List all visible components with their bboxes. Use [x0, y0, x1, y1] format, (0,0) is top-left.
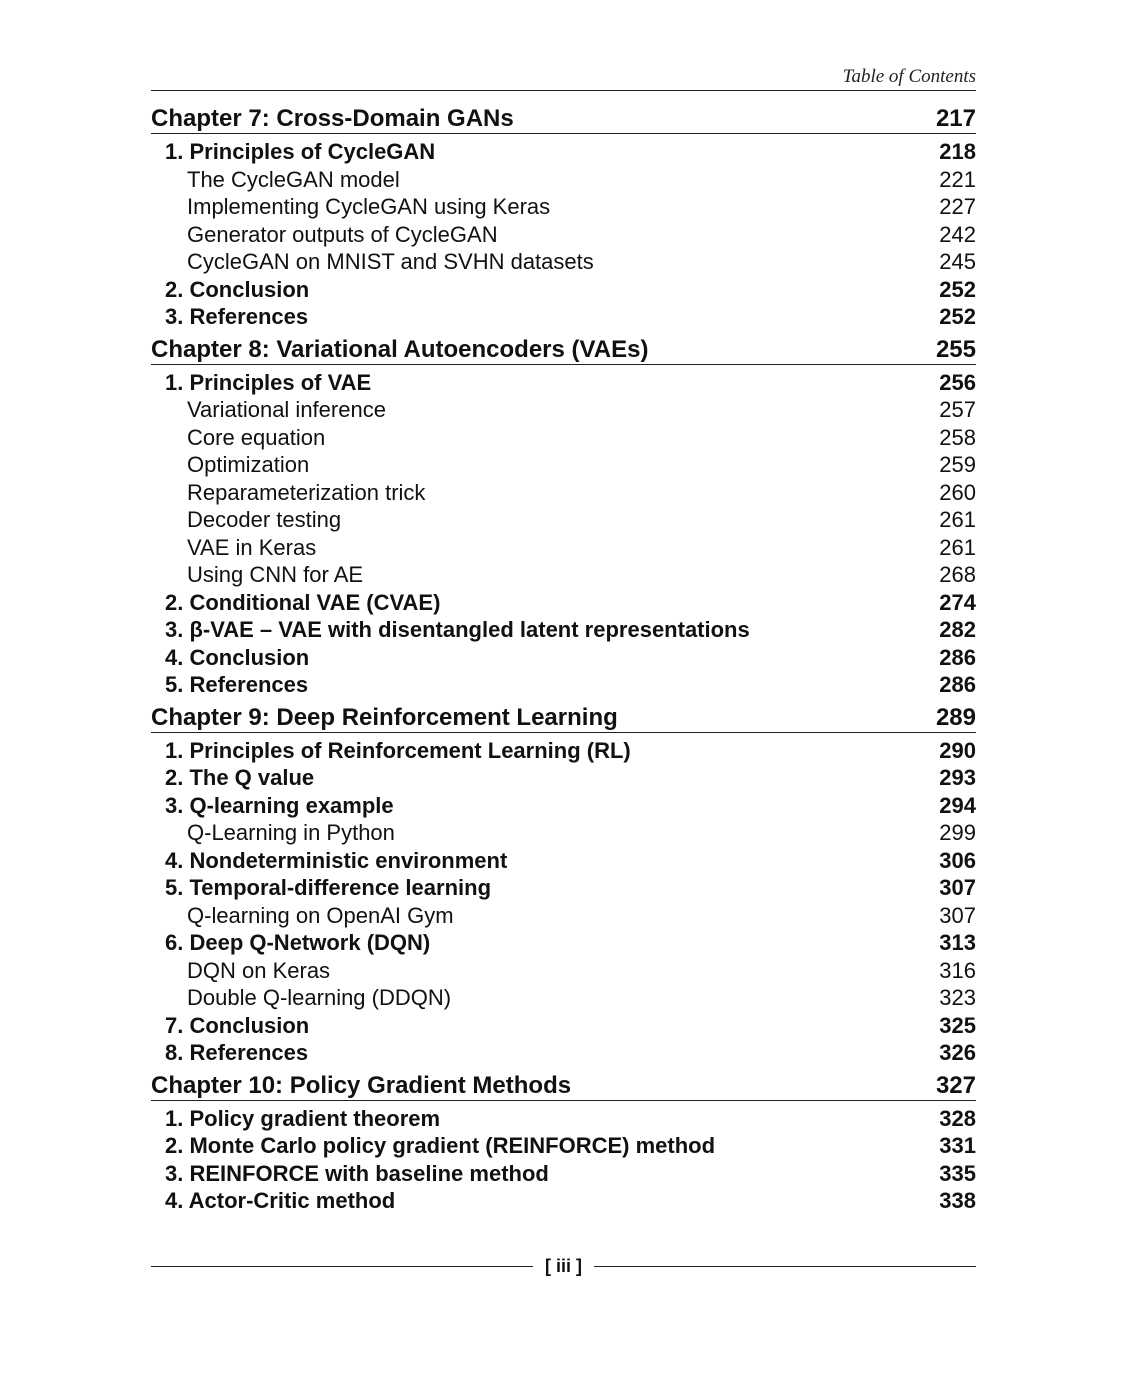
toc-subsection-entry[interactable] — [151, 424, 976, 452]
entry-title: Q-Learning in Python — [187, 820, 395, 845]
entry-page-number: 282 — [939, 617, 976, 642]
entry-page-number: 252 — [939, 276, 976, 302]
toc-subsection-entry[interactable] — [151, 902, 976, 930]
entry-title: Reparameterization trick — [187, 479, 426, 505]
entry-title: Optimization — [187, 452, 310, 477]
entry-page-number: 268 — [939, 562, 976, 587]
chapter-heading[interactable] — [151, 703, 976, 733]
toc-section-entry[interactable] — [151, 737, 976, 765]
table-of-contents — [151, 104, 976, 1219]
chapter-title: Chapter 10: Policy Gradient Methods — [151, 1071, 572, 1099]
entry-page-number: 335 — [939, 1160, 976, 1186]
entry-page-number: 307 — [939, 875, 976, 900]
toc-subsection-entry[interactable] — [151, 451, 976, 479]
toc-section-entry[interactable] — [151, 929, 976, 957]
entry-page-number: 218 — [939, 139, 976, 164]
entry-page-number: 325 — [939, 1012, 976, 1038]
entry-title: 1. Principles of VAE — [165, 369, 372, 395]
chapter-page-number: 289 — [935, 703, 976, 731]
toc-section-entry[interactable] — [151, 138, 976, 166]
entry-page-number: 252 — [939, 304, 976, 329]
toc-subsection-entry[interactable] — [151, 221, 976, 249]
toc-section-entry[interactable] — [151, 1105, 976, 1133]
entry-title: CycleGAN on MNIST and SVHN datasets — [187, 249, 594, 274]
toc-subsection-entry[interactable] — [151, 561, 976, 589]
toc-chapter — [151, 104, 976, 331]
entry-page-number: 306 — [939, 847, 976, 873]
toc-section-entry[interactable] — [151, 874, 976, 902]
toc-subsection-entry[interactable] — [151, 819, 976, 847]
toc-section-entry[interactable] — [151, 792, 976, 820]
entry-title: 4. Nondeterministic environment — [165, 847, 508, 873]
entry-page-number: 313 — [939, 930, 976, 955]
toc-section-entry[interactable] — [151, 303, 976, 331]
toc-subsection-entry[interactable] — [151, 479, 976, 507]
entry-page-number: 290 — [939, 737, 976, 763]
entry-title: 8. References — [165, 1040, 309, 1065]
toc-section-entry[interactable] — [151, 1187, 976, 1215]
entry-title: 2. Conditional VAE (CVAE) — [165, 589, 441, 615]
entry-page-number: 256 — [939, 369, 976, 395]
entry-title: Using CNN for AE — [187, 562, 364, 587]
toc-section-entry[interactable] — [151, 1012, 976, 1040]
footer-rule-left — [151, 1266, 533, 1267]
toc-section-entry[interactable] — [151, 616, 976, 644]
entry-page-number: 221 — [939, 166, 976, 192]
chapter-page-number: 217 — [935, 105, 976, 132]
chapter-heading[interactable] — [151, 335, 976, 365]
entry-title: Decoder testing — [187, 507, 342, 532]
chapter-page-number: 327 — [935, 1071, 976, 1099]
toc-subsection-entry[interactable] — [151, 248, 976, 276]
entry-title: 5. Temporal-difference learning — [165, 875, 492, 900]
entry-title: Q-learning on OpenAI Gym — [187, 902, 454, 928]
entry-title: 3. Q-learning example — [165, 792, 394, 818]
entry-title: 1. Principles of CycleGAN — [165, 139, 436, 164]
toc-section-entry[interactable] — [151, 644, 976, 672]
entry-page-number: 259 — [939, 452, 976, 477]
header-rule — [151, 90, 976, 91]
entry-page-number: 286 — [939, 672, 976, 697]
entry-page-number: 242 — [939, 221, 976, 247]
entry-title: Double Q-learning (DDQN) — [187, 985, 452, 1010]
toc-section-entry[interactable] — [151, 589, 976, 617]
entry-title: 3. References — [165, 304, 309, 329]
chapter-heading[interactable] — [151, 1071, 976, 1101]
entry-page-number: 260 — [939, 479, 976, 505]
toc-section-entry[interactable] — [151, 276, 976, 304]
chapter-title: Chapter 9: Deep Reinforcement Learning — [151, 703, 618, 731]
entry-title: 4. Actor-Critic method — [165, 1188, 396, 1213]
toc-section-entry[interactable] — [151, 1039, 976, 1067]
entry-page-number: 328 — [939, 1105, 976, 1131]
entry-page-number: 286 — [939, 644, 976, 670]
entry-title: 2. The Q value — [165, 765, 315, 790]
toc-section-entry[interactable] — [151, 1160, 976, 1188]
entry-title: 3. REINFORCE with baseline method — [165, 1160, 549, 1186]
entry-title: 6. Deep Q-Network (DQN) — [165, 930, 431, 955]
toc-chapter — [151, 703, 976, 1067]
page-footer — [151, 1256, 976, 1277]
entry-page-number: 245 — [939, 249, 976, 274]
entry-title: 4. Conclusion — [165, 644, 310, 670]
toc-section-entry[interactable] — [151, 671, 976, 699]
entry-title: 2. Monte Carlo policy gradient (REINFORCE) method — [165, 1133, 716, 1158]
toc-subsection-entry[interactable] — [151, 193, 976, 221]
entry-page-number: 274 — [939, 589, 976, 615]
chapter-title: Chapter 8: Variational Autoencoders (VAEs) — [151, 335, 649, 363]
toc-subsection-entry[interactable] — [151, 957, 976, 985]
entry-title: Variational inference — [187, 397, 386, 422]
running-head: Table of Contents — [842, 66, 976, 87]
entry-page-number: 261 — [939, 507, 976, 532]
entry-title: VAE in Keras — [187, 534, 317, 560]
entry-page-number: 227 — [939, 194, 976, 219]
entry-title: 5. References — [165, 672, 309, 697]
entry-title: Generator outputs of CycleGAN — [187, 221, 498, 247]
toc-subsection-entry[interactable] — [151, 534, 976, 562]
entry-title: 1. Policy gradient theorem — [165, 1105, 441, 1131]
toc-chapter — [151, 1071, 976, 1215]
toc-section-entry[interactable] — [151, 369, 976, 397]
entry-page-number: 338 — [939, 1188, 976, 1213]
entry-title: Core equation — [187, 424, 326, 450]
footer-rule-right — [594, 1266, 976, 1267]
entry-page-number: 299 — [939, 820, 976, 845]
toc-section-entry[interactable] — [151, 764, 976, 792]
entry-title: 1. Principles of Reinforcement Learning (RL) — [165, 737, 631, 763]
entry-page-number: 331 — [939, 1133, 976, 1158]
entry-title: 7. Conclusion — [165, 1012, 310, 1038]
toc-subsection-entry[interactable] — [151, 166, 976, 194]
entry-page-number: 326 — [939, 1040, 976, 1065]
entry-title: DQN on Keras — [187, 957, 331, 983]
toc-section-entry[interactable] — [151, 847, 976, 875]
entry-title: The CycleGAN model — [187, 166, 400, 192]
chapter-page-number: 255 — [935, 335, 976, 363]
toc-subsection-entry[interactable] — [151, 396, 976, 424]
toc-section-entry[interactable] — [151, 1132, 976, 1160]
entry-title: 3. β-VAE – VAE with disentangled latent representations — [165, 617, 750, 642]
entry-page-number: 323 — [939, 985, 976, 1010]
entry-page-number: 261 — [939, 534, 976, 560]
entry-page-number: 258 — [939, 424, 976, 450]
toc-subsection-entry[interactable] — [151, 506, 976, 534]
toc-subsection-entry[interactable] — [151, 984, 976, 1012]
chapter-title: Chapter 7: Cross-Domain GANs — [151, 105, 514, 132]
entry-page-number: 293 — [939, 765, 976, 790]
toc-chapter — [151, 335, 976, 699]
page-number: [ iii ] — [545, 1256, 582, 1276]
entry-page-number: 294 — [939, 792, 976, 818]
entry-title: Implementing CycleGAN using Keras — [187, 194, 551, 219]
entry-page-number: 316 — [939, 957, 976, 983]
entry-page-number: 257 — [939, 397, 976, 422]
entry-title: 2. Conclusion — [165, 276, 310, 302]
entry-page-number: 307 — [939, 902, 976, 928]
chapter-heading[interactable] — [151, 104, 976, 134]
